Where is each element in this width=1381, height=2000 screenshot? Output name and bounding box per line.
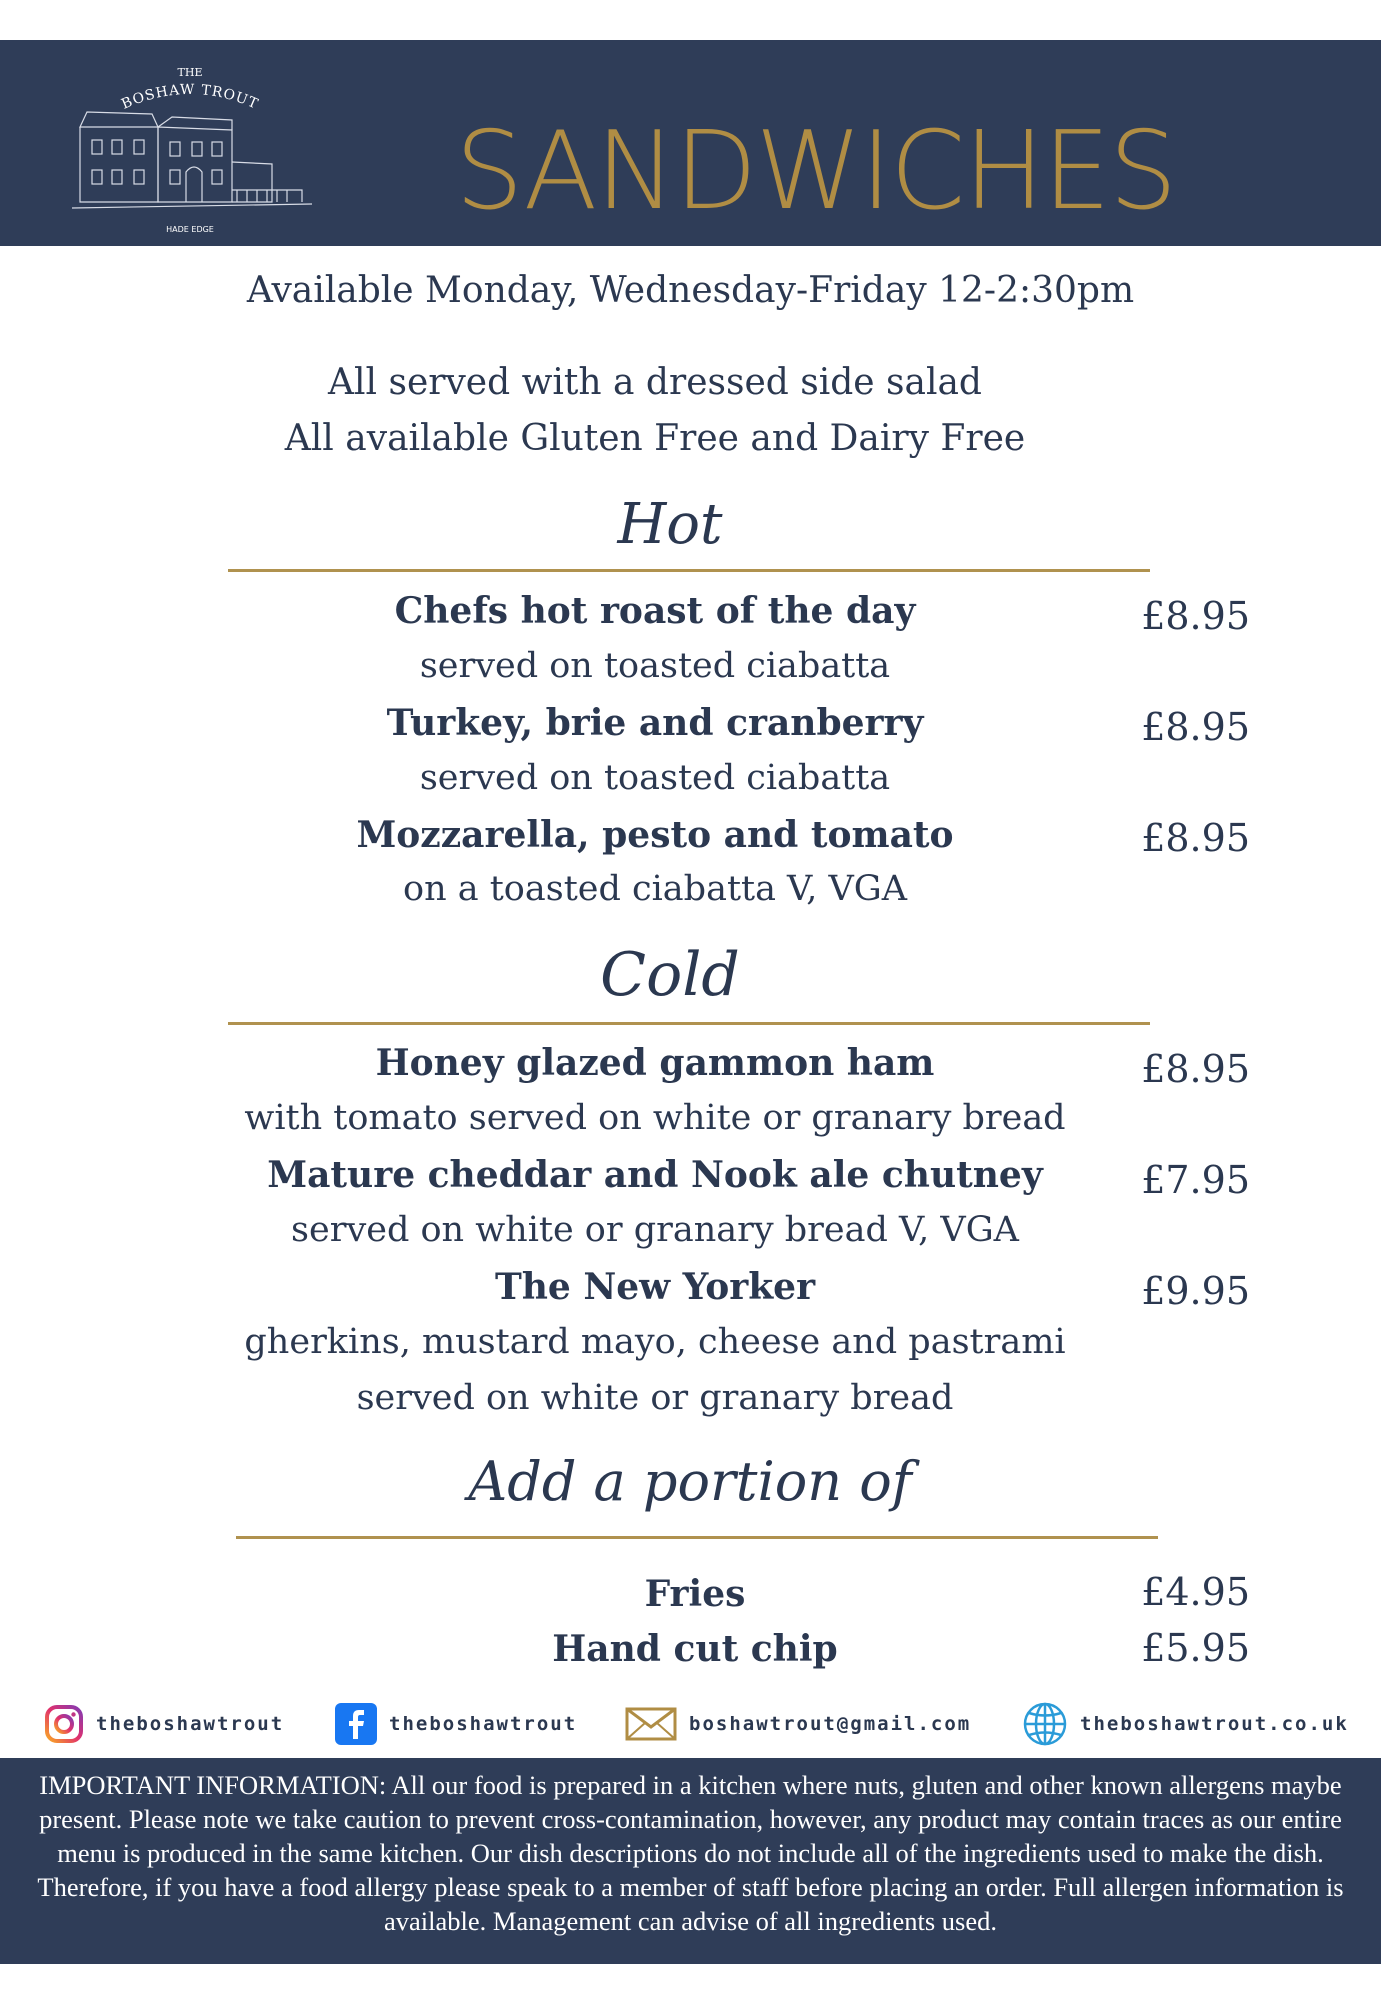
menu-item-description: gherkins, mustard mayo, cheese and pastrami — [244, 1322, 1066, 1362]
menu-item-name: Hand cut chip — [552, 1628, 838, 1670]
header-banner — [0, 40, 1381, 246]
facebook-link[interactable] — [335, 1700, 577, 1748]
logo-the-text: THE — [177, 66, 203, 79]
availability-text: Available Monday, Wednesday-Friday 12-2:30pm — [246, 270, 1135, 311]
menu-item-price: £8.95 — [1141, 705, 1250, 749]
menu-item-price: £4.95 — [1141, 1570, 1250, 1614]
instagram-link[interactable] — [44, 1700, 284, 1748]
menu-item-price: £8.95 — [1141, 594, 1250, 638]
menu-item-price: £8.95 — [1141, 1047, 1250, 1091]
menu-item-name: Honey glazed gammon ham — [375, 1042, 935, 1084]
section-divider-cold — [228, 1022, 1150, 1025]
menu-item-name: Mozzarella, pesto and tomato — [356, 814, 954, 856]
section-title-hot: Hot — [617, 492, 723, 557]
allergen-info-text: IMPORTANT INFORMATION: All our food is prepared in a kitchen where nuts, gluten and other known allergens maybe present. Please note we take caution to prevent cross-contamination, however, any product may contain traces as our entire menu is produced in the same kitchen. Our dish descriptions do not include all of the ingredients used to make the dish. Therefore, if you have a food allergy please speak to a member of staff before placing an order. Full allergen information is available. Management can advise of all ingredients used. — [37, 1770, 1344, 1936]
facebook-icon — [335, 1703, 377, 1745]
menu-item-name: The New Yorker — [494, 1266, 816, 1308]
section-title-cold: Cold — [600, 940, 740, 1010]
menu-item-name: Mature cheddar and Nook ale chutney — [267, 1154, 1043, 1196]
menu-item-name: Fries — [644, 1573, 746, 1615]
menu-item-description-line-2: served on white or granary bread — [356, 1378, 954, 1418]
logo-name-text: BOSHAW TROUT — [119, 81, 261, 113]
envelope-icon — [625, 1707, 677, 1741]
menu-item-price: £8.95 — [1141, 816, 1250, 860]
allergen-info-banner — [0, 1758, 1381, 1964]
menu-item-price: £9.95 — [1141, 1269, 1250, 1313]
instagram-handle: theboshawtrout — [96, 1713, 285, 1735]
building-icon — [72, 112, 312, 208]
menu-item-description: served on toasted ciabatta — [419, 758, 891, 798]
menu-item-price: £7.95 — [1141, 1158, 1250, 1202]
menu-item-price: £5.95 — [1141, 1626, 1250, 1670]
menu-item-description: served on toasted ciabatta — [419, 646, 891, 686]
intro-line-1: All served with a dressed side salad — [328, 362, 982, 403]
section-divider-sides — [236, 1536, 1158, 1539]
section-divider-hot — [228, 569, 1150, 572]
boshaw-trout-logo — [72, 52, 322, 242]
website-link[interactable] — [1022, 1700, 1349, 1748]
menu-item-description: with tomato served on white or granary bread — [244, 1098, 1066, 1138]
page-title: SANDWICHES — [455, 109, 1176, 234]
email-link[interactable] — [625, 1700, 971, 1748]
logo-location-text: HADE EDGE — [166, 225, 214, 234]
menu-item-name: Turkey, brie and cranberry — [386, 702, 924, 744]
facebook-handle: theboshawtrout — [389, 1713, 578, 1735]
section-title-sides: Add a portion of — [468, 1450, 912, 1513]
intro-line-2: All available Gluten Free and Dairy Free — [284, 418, 1026, 459]
menu-item-description: served on white or granary bread V, VGA — [291, 1210, 1019, 1250]
menu-item-description: on a toasted ciabatta V, VGA — [403, 869, 907, 909]
instagram-icon — [44, 1704, 84, 1744]
globe-icon — [1022, 1701, 1068, 1747]
website-url: theboshawtrout.co.uk — [1080, 1713, 1349, 1735]
email-address: boshawtrout@gmail.com — [689, 1713, 972, 1735]
menu-item-name: Chefs hot roast of the day — [394, 590, 916, 632]
